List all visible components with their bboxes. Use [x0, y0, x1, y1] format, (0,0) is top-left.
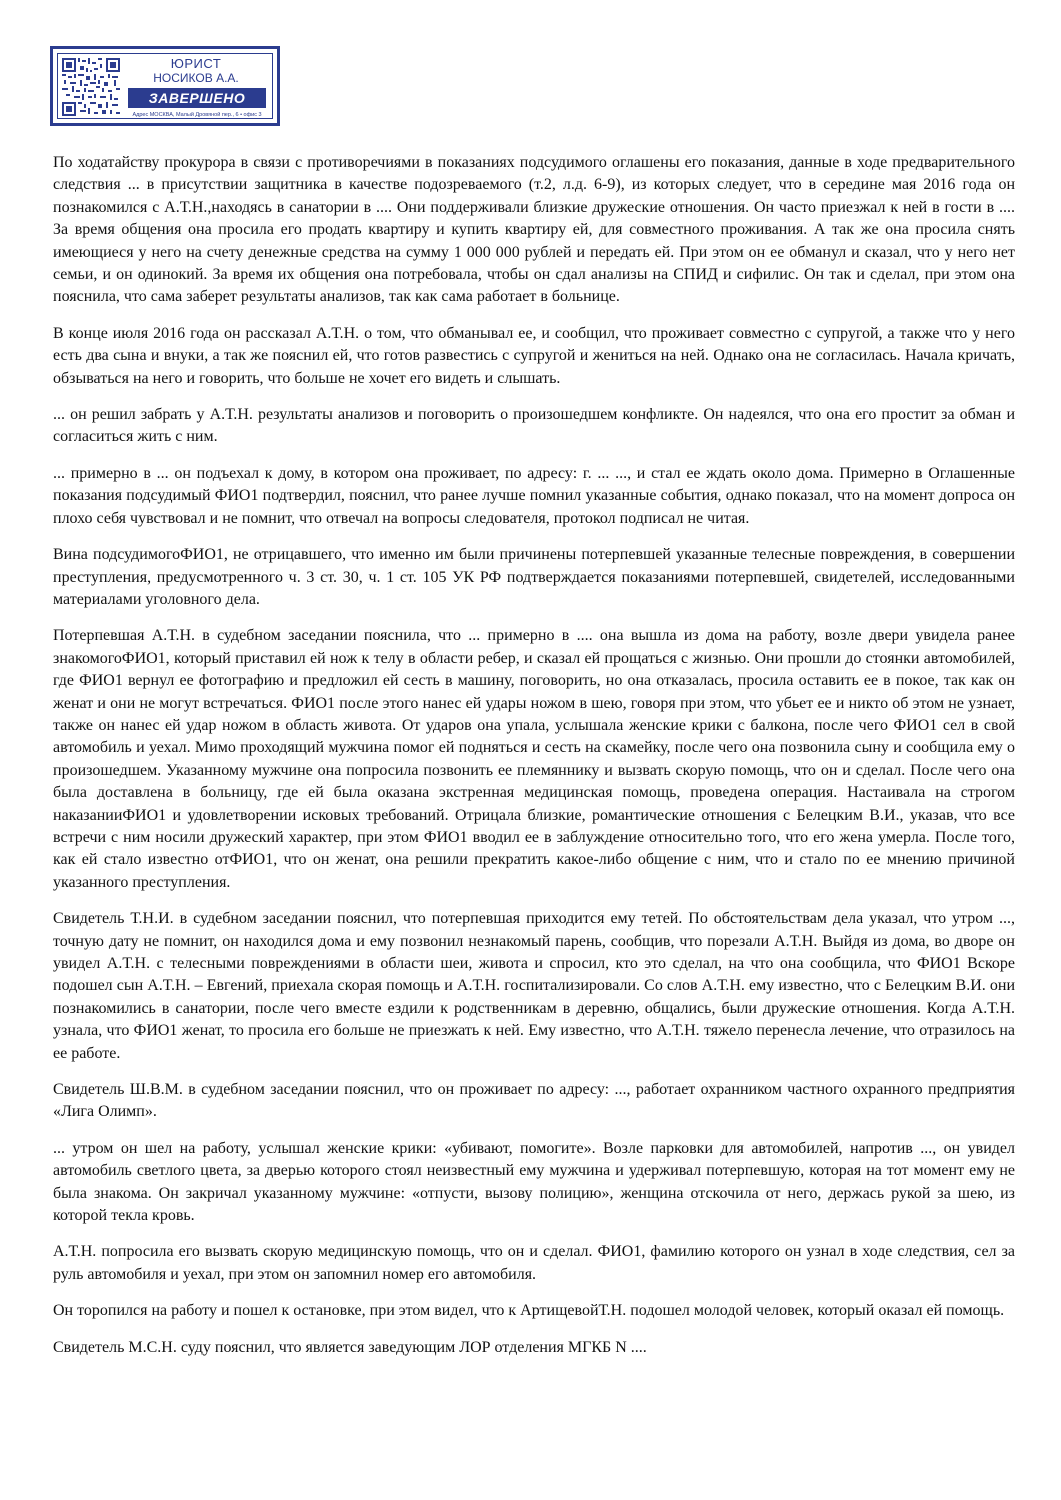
paragraph: В конце июля 2016 года он рассказал А.Т.Н. о том, что обманывал ее, и сообщил, что проживает совместно с супругой, а также что у него есть два сына и внуки, а так же пояснил ей, что готов развестись с супругой и жениться на ней. Однако она не согласилась. Начала кричать, обзываться на него и говорить, что больше не хочет его видеть и слышать.: [53, 324, 1015, 387]
qr-code-icon: [62, 58, 120, 116]
document-body: [53, 152, 1015, 1373]
stamp-address: Адрес МОСКВА, Малый Дровяной пер., 6 • офис 3: [132, 112, 262, 118]
paragraph: Он торопился на работу и пошел к остановке, при этом видел, что к АртищевойТ.Н. подошел молодой человек, который оказал ей помощь.: [53, 1302, 1005, 1320]
paragraph: По ходатайству прокурора в связи с противоречиями в показаниях подсудимого оглашены его показания, данные в ходе предварительного следствия ... в присутствии защитника в качестве подозреваемого (т.2, л.д. 6-9), из которых следует, что в середине мая 2016 года он познакомился с А.Т.Н.,находясь в санатории в .... Они поддерживали близкие дружеские отношения. Он часто приезжал к ней в гости в .... За время общения она просила его продать квартиру и купить квартиру ей, для совместного проживания. А так же она просила снять имеющиеся у него на счету денежные средства на сумму 1 000 000 рублей и передать ей. При этом он ее обманул и сказал, что у него нет семьи, и он одинокий. За время их общения она потребовала, чтобы он сдал анализы на СПИД и сифилис. Он так и сделал, при этом она пояснила, что сама заберет результаты анализов, так как сама работает в больнице.: [53, 154, 1015, 306]
lawyer-stamp: [50, 46, 280, 126]
paragraph: А.Т.Н. попросила его вызвать скорую медицинскую помощь, что он и сделал. ФИО1, фамилию которого он узнал в ходе следствия, сел за руль автомобиля и уехал, при этом он запомнил номер его автомобиля.: [53, 1243, 1015, 1283]
stamp-frame: [57, 53, 273, 119]
paragraph: Вина подсудимогоФИО1, не отрицавшего, что именно им были причинены потерпевшей указанные телесные повреждения, в совершении преступления, предусмотренного ч. 3 ст. 30, ч. 1 ст. 105 УК РФ подтверждается показаниями потерпевшей, свидетелей, исследованными материалами уголовного дела.: [53, 546, 1015, 608]
stamp-status-badge: ЗАВЕРШЕНО: [128, 88, 266, 108]
paragraph: ... он решил забрать у А.Т.Н. результаты анализов и поговорить о произошедшем конфликте. Он надеялся, что она его простит за обман и согласиться жить с ним.: [53, 406, 1015, 446]
paragraph: ... утром он шел на работу, услышал женские крики: «убивают, помогите». Возле парковки для автомобилей, напротив ..., он увидел автомобиль светлого цвета, за дверью которого стоял неизвестный ему мужчина и удерживал потерпевшую, которая на тот момент ему не была знакома. Он закричал указанному мужчине: «отпусти, вызову полицию», женщина отскочила от него, держась рукой за шею, из которой текла кровь.: [53, 1139, 1015, 1225]
stamp-title: ЮРИСТ: [170, 56, 222, 71]
paragraph: Свидетель Ш.В.М. в судебном заседании пояснил, что он проживает по адресу: ..., работает охранником частного охранного предприятия «Лига Олимп».: [53, 1081, 1015, 1121]
paragraph: ... примерно в ... он подъехал к дому, в котором она проживает, по адресу: г. ... ..., и стал ее ждать около дома. Примерно в Оглашенные показания подсудимый ФИО1 подтвердил, пояснил, что ранее лучше помнил указанные события, однако показал, что на момент допроса он плохо себя чувствовал и не помнит, что отвечал на вопросы следователя, протокол подписал не читая.: [53, 464, 1015, 527]
paragraph: Свидетель М.С.Н. суду пояснил, что является заведующим ЛОР отделения МГКБ N ....: [53, 1338, 647, 1356]
paragraph: Потерпевшая А.Т.Н. в судебном заседании пояснила, что ... примерно в .... она вышла из дома на работу, возле двери увидела ранее знакомогоФИО1, который приставил ей нож к телу в области ребер, и сказал ей прощаться с жизнью. Они прошли до стоянки автомобилей, где ФИО1 вернул ее фотографию и предложил ей сесть в машину, поговорить, но она отказалась, просила оставить ее в покое, так как он женат и они не могут встречаться. ФИО1 после этого нанес ей удары ножом в шею, говоря при этом, что убьет ее и никто об этом не узнает, также он нанес ей удар ножом в область живота. От ударов она упала, услышала женские крики с балкона, после чего ФИО1 сел в свой автомобиль и уехал. Мимо проходящий мужчина помог ей подняться и сесть на скамейку, после чего она позвонила сыну и сообщила ему о произошедшем. Указанному мужчине она попросила позвонить ее племяннику и вызвать скорую помощь, что он и сделал. После чего она была доставлена в больницу, где ей была оказана экстренная медицинская помощь, проведена операция. Настаивала на строгом наказанииФИО1 и удовлетворении исковых требований. Отрицала близкие, романтические отношения с Белецким В.И., указав, что все встречи с ним носили дружеский характер, при этом ФИО1 вводил ее в заблуждение относительно того, что его жена умерла. После того, как ей стало известно отФИО1, что он женат, она решили прекратить какое-либо общение с ним, что и стало по ее мнению причиной указанного преступления.: [53, 627, 1015, 891]
stamp-lawyer-name: НОСИКОВ А.А.: [153, 71, 239, 85]
paragraph: Свидетель Т.Н.И. в судебном заседании пояснил, что потерпевшая приходится ему тетей. По обстоятельствам дела указал, что утром ..., точную дату не помнит, он находился дома и ему позвонил незнакомый парень, сообщив, что порезали А.Т.Н. Выйдя из дома, во дворе он увидел А.Т.Н. с телесными повреждениями в области шеи, живота и спросил, кто это сделал, на что она сообщила, что ФИО1 Вскоре подошел сын А.Т.Н. – Евгений, приехала скорая помощь и А.Т.Н. госпитализировали. Со слов А.Т.Н. ему известно, что с Белецким В.И. они познакомились в санатории, после чего вместе ездили к родственникам в деревню, общались, были дружеские отношения. Когда А.Т.Н. узнала, что ФИО1 женат, то просила его больше не приезжать к ней. Ему известно, что А.Т.Н. тяжело перенесла лечение, что отразилось на ее работе.: [53, 910, 1015, 1062]
